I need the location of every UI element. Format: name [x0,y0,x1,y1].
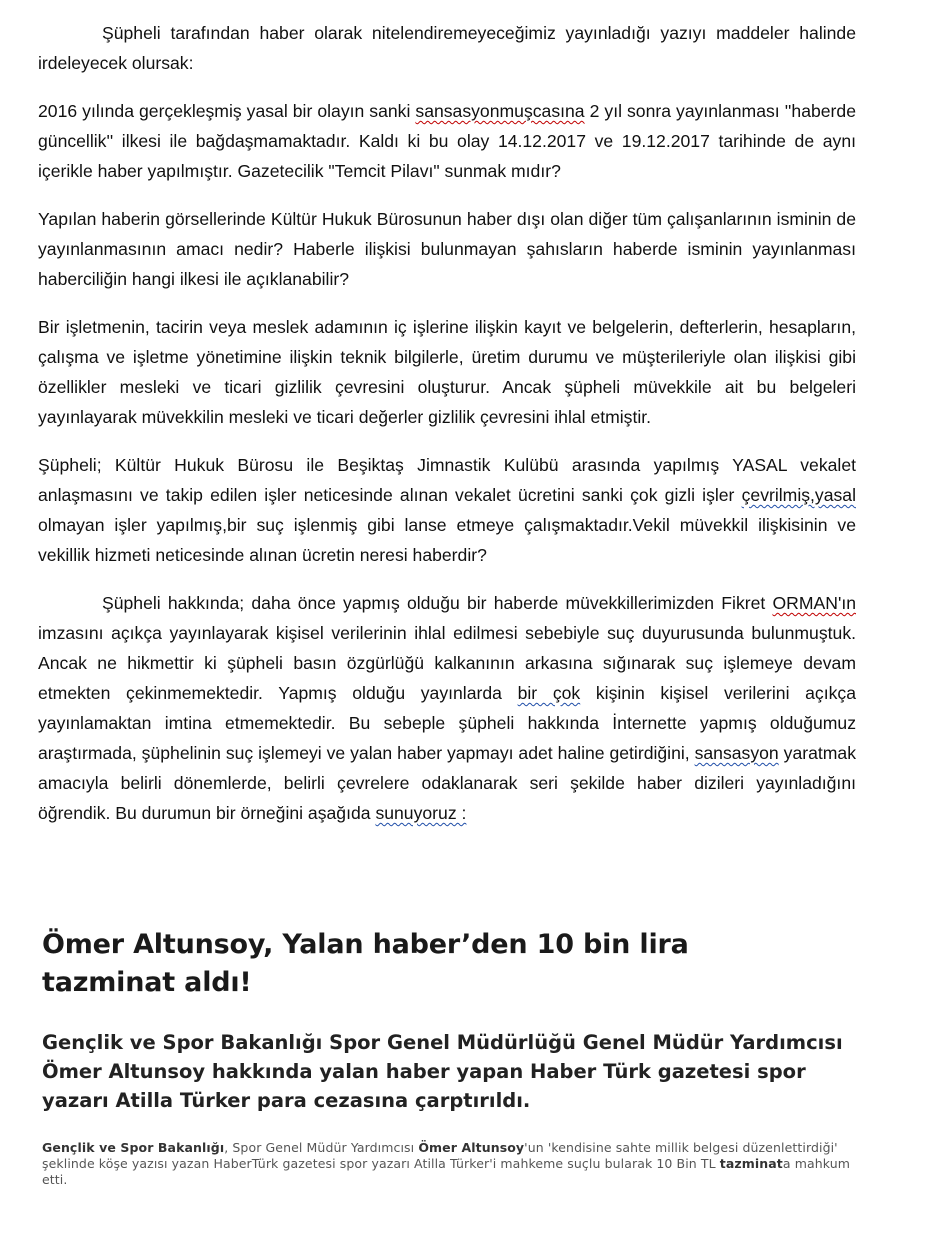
paragraph-text: olmayan işler yapılmış,bir suç işlenmiş gibi lanse etmeye çalışmaktadır.Vekil müvekkil ilişkisinin ve vekillik hizmeti neticesinde alınan ücretin neresi haberdir? [38,515,856,565]
paragraph-text: kişinin kişisel verilerini açıkça yayınlamaktan imtina etmemektedir. Bu sebeple şüpheli hakkında İnternette yapmış olduğumuz araştırmada, şüphelinin suç işlemeyi ve yalan haber yapmayı adet haline getirdiğini, [38,683,856,763]
paragraph-text: 2016 yılında gerçekleşmiş yasal bir olayın sanki [38,101,416,121]
spellcheck-word: ORMAN'ın [772,593,856,613]
news-clipping-image [36,918,866,1208]
paragraph-text: Şüpheli; Kültür Hukuk Bürosu ile Beşiktaş Jimnastik Kulübü arasında yapılmış YASAL vekalet anlaşmasını ve takip edilen işler neticesinde alınan vekalet ücretini sanki çok gizli işler [38,455,856,505]
grammar-check-word: sunuyoruz : [375,803,467,823]
paragraph-text: Yapılan haberin görsellerinde Kültür Hukuk Bürosunun haber dışı olan diğer tüm çalışanlarının isminin de yayınlanmasının amacı nedir? Haberle ilişkisi bulunmayan şahısların haberde isminin yayınlanması haberciliğin hangi ilkesi ile açıklanabilir? [38,209,856,289]
paragraph-intro [38,18,856,78]
paragraph-text: Şüpheli tarafından haber olarak nitelendiremeyeceğimiz yayınladığı yazıyı maddeler halinde irdeleyecek olursak: [38,23,856,73]
paragraph-legal-agreement [38,450,856,570]
news-body-text: a mahkum etti. [42,1156,851,1187]
paragraph-text: yaratmak amacıyla belirli dönemlerde, belirli çevrelere odaklanarak seri şekilde haber dizileri yayınladığını öğrendik. Bu durumun bir örneğini aşağıda [38,743,856,823]
spellcheck-word: sansasyonmuşcasına [415,101,585,121]
grammar-check-word: çevrilmiş,yasal [741,485,856,505]
paragraph-text: Bir işletmenin, tacirin veya meslek adamının iç işlerine ilişkin kayıt ve belgelerin, defterlerin, hesapların, çalışma ve işletme yönetimine ilişkin teknik bilgilerle, üretim durumu ve müşterileriyle olan ilişkisi gibi özellikler mesleki ve ticari gizlilik çevresini oluşturur. Ancak şüpheli müvekkile ait bu belgeleri yayınlayarak müvekkilin mesleki ve ticari değerler gizlilik çevresini ihlal etmiştir. [38,317,856,427]
news-body [42,1140,862,1188]
paragraph-news-timeliness [38,96,856,186]
paragraph-trade-secrets [38,312,856,432]
news-body-bold: Gençlik ve Spor Bakanlığı [42,1140,225,1155]
paragraph-text: 2 yıl sonra yayınlanması ''haberde güncellik'' ilkesi ile bağdaşmamaktadır. Kaldı ki bu olay 14.12.2017 ve 19.12.2017 tarihinde de aynı içerikle haber yapılmıştır. Gazetecilik "Temcit Pilavı" sunmak mıdır? [38,101,856,181]
news-headline: Ömer Altunsoy, Yalan haber’den 10 bin lira tazminat aldı! [42,929,689,998]
news-subheadline: Gençlik ve Spor Bakanlığı Spor Genel Müdürlüğü Genel Müdür Yardımcısı Ömer Altunsoy hakkında yalan haber yapan Haber Türk gazetesi spor yazarı Atilla Türker para cezasına çarptırıldı. [42,1031,843,1112]
grammar-check-word: sansasyon [694,743,779,763]
news-body-text: , Spor Genel Müdür Yardımcısı [224,1140,419,1155]
news-body-bold: tazminat [719,1156,783,1171]
grammar-check-word: bir çok [517,683,581,703]
document-body [38,18,856,846]
paragraph-text: Şüpheli hakkında; daha önce yapmış olduğu bir haberde müvekkillerimizden Fikret [102,593,773,613]
news-body-text: 'un 'kendisine sahte millik belgesi düzenlettirdiği' şeklinde köşe yazısı yazan HaberTürk gazetesi spor yazarı Atilla Türker'i mahkeme suçlu bularak 10 Bin TL [42,1140,838,1171]
paragraph-prior-complaint [38,588,856,828]
paragraph-text: imzasını açıkça yayınlayarak kişisel verilerinin ihlal edilmesi sebebiyle suç duyurusunda bulunmuştuk. Ancak ne hikmettir ki şüpheli basın özgürlüğü kalkanının arkasına sığınarak suç işlemeye devam etmekten çekinmemektedir. Yapmış olduğu yayınlarda [38,623,856,703]
paragraph-employee-names [38,204,856,294]
news-body-bold: Ömer Altunsoy [418,1140,525,1155]
